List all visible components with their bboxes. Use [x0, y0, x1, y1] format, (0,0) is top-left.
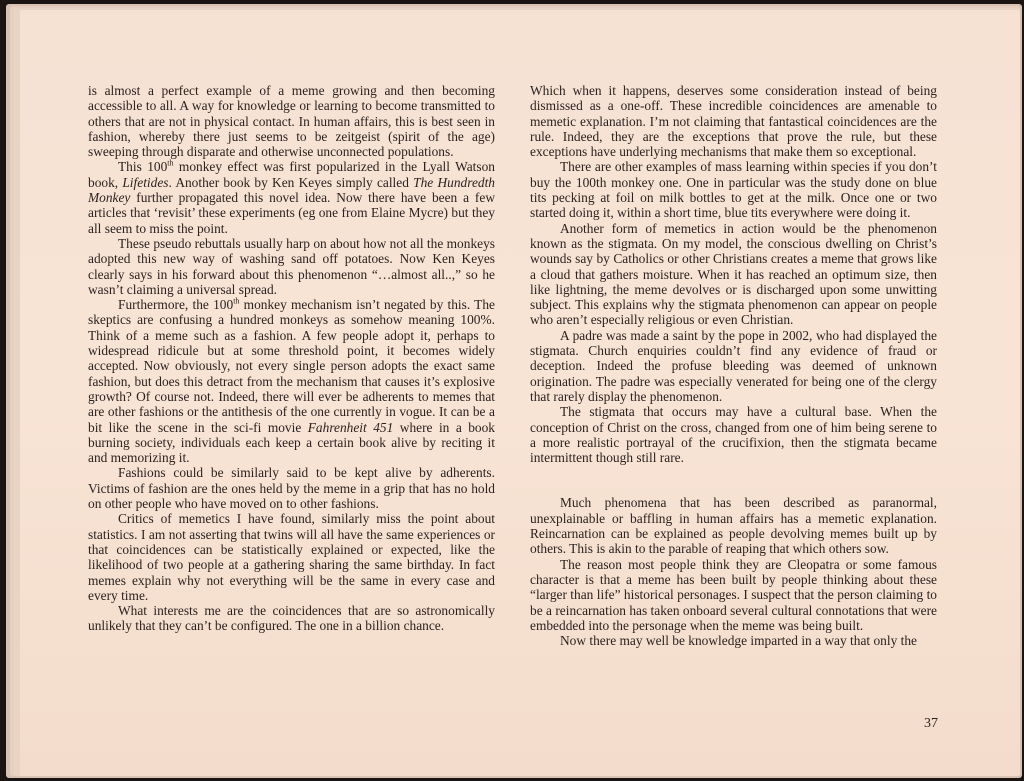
text: This 100 [118, 159, 168, 175]
paragraph: is almost a perfect example of a meme growing and then becoming accessible to all. A way for knowledge or learning to become transmitted to others that are not in physical contact. In human affairs, this is best seen in fashion, whereby there just seems to be zeitgeist (spirit of the age) sweeping through disparate and otherwise unconnected populations. [88, 83, 495, 160]
book-title: The Hundredth Monkey [88, 174, 495, 206]
paragraph: The stigmata that occurs may have a cultural base. When the conception of Christ on the cross, changed from one of him being serene to a more realistic portrayal of the crucifixion, then the stigmata became intermittent though still rare. [530, 404, 937, 466]
text: where in a book burning society, individuals each keep a certain book alive by reciting it and memorizing it. [88, 419, 496, 466]
paragraph: There are other examples of mass learning within species if you don’t buy the 100th monkey one. One in particular was the study done on blue tits pecking at foil on milk bottles to get at the milk. Once one or two started doing it, within a short time, blue tits everywhere were doing it. [530, 159, 937, 221]
paragraph: A padre was made a saint by the pope in 2002, who had displayed the stigmata. Church enquiries couldn’t find any evidence of fraud or deception. Indeed the profuse bleeding was deemed of unknown origination. The padre was especially venerated for being one of the clergy that rarely display the phenomenon. [530, 327, 937, 404]
paragraph [88, 159, 495, 235]
paragraph: Critics of memetics I have found, similarly miss the point about statistics. I am not asserting that twins will all have the same experiences or that coincidences can be statistically explained or expected, like the likelihood of two people at a gathering sharing the same birthday. In fact memes explain why not everything will be the same in every case and every time. [88, 511, 495, 603]
superscript: th [233, 296, 240, 306]
page-number: 37 [924, 716, 938, 731]
book-title: Lifetides [122, 174, 169, 190]
paragraph: These pseudo rebuttals usually harp on about how not all the monkeys adopted this new way of washing sand off potatoes. Now Ken Keyes clearly says in his forward about this phenomenon “…almost all..,” so he wasn’t claiming a universal spread. [88, 235, 495, 297]
book-page [20, 10, 1020, 776]
superscript: th [167, 159, 174, 169]
text: . Another book by Ken Keyes simply called [168, 174, 414, 190]
left-column [88, 83, 495, 634]
paragraph: Which when it happens, deserves some consideration instead of being dismissed as a one-off. These incredible coincidences are amenable to memetic explanation. I’m not claiming that fantastical coincidences are the rule. Indeed, they are the exceptions that prove the rule, but these exceptions have underlying mechanisms that make them so exceptional. [530, 83, 937, 160]
movie-title: Fahrenheit 451 [307, 419, 394, 435]
paragraph: Now there may well be knowledge imparted in a way that only the [560, 633, 917, 649]
paragraph: What interests me are the coincidences that are so astronomically unlikely that they can’t be configured. The one in a billion chance. [88, 603, 495, 634]
paragraph: Much phenomena that has been described as paranormal, unexplainable or baffling in human affairs has a memetic explanation. Reincarnation can be explained as people devolving memes built up by others. This is akin to the parable of reaping that which others sow. [530, 495, 937, 557]
text: monkey mechanism isn’t negated by this. The skeptics are confusing a hundred monkeys as somehow meaning 100%. Think of a meme such as a fashion. A few people adopt it, perhaps to widespread ridicule but at some threshold point, it becomes widely accepted. Now obviously, not every single person adopts the exact same fashion, but does this detract from the mechanism that causes it’s explosive growth? Of course not. Indeed, there will ever be adherents to memes that are other fashions or the antithesis of the one currently in vogue. It can be a bit like the scene in the sci-fi movie [88, 297, 496, 435]
right-column [530, 83, 937, 648]
paragraph: The reason most people think they are Cleopatra or some famous character is that a meme has been built by people thinking about these “larger than life” historical personages. I suspect that the person claiming to be a reincarnation has taken onboard several cultural connotations that were embedded into the personage when the meme was being built. [530, 556, 937, 633]
paragraph: Fashions could be similarly said to be kept alive by adherents. Victims of fashion are the ones held by the meme in a grip that has no hold on other people who have moved on to other fashions. [88, 465, 495, 512]
paragraph: Another form of memetics in action would be the phenomenon known as the stigmata. On my model, the conscious dwelling on Christ’s wounds say by Catholics or other Christians creates a meme that grows like a cloud that gathers moisture. When it has reached an optimum size, then like lightning, the meme devolves or is discharged upon some unwitting subject. This explains why the stigmata phenomenon can appear on people who aren’t especially religious or even Christian. [530, 220, 937, 328]
text: monkey effect was first popularized in the Lyall Watson book, [88, 159, 495, 190]
text: Furthermore, the 100 [118, 297, 234, 313]
text: further propagated this novel idea. Now there have been a few articles that ‘revisit’ these experiments (eg one from Elaine Mycre) but they all seem to miss the point. [88, 190, 495, 236]
paragraph [88, 297, 495, 465]
